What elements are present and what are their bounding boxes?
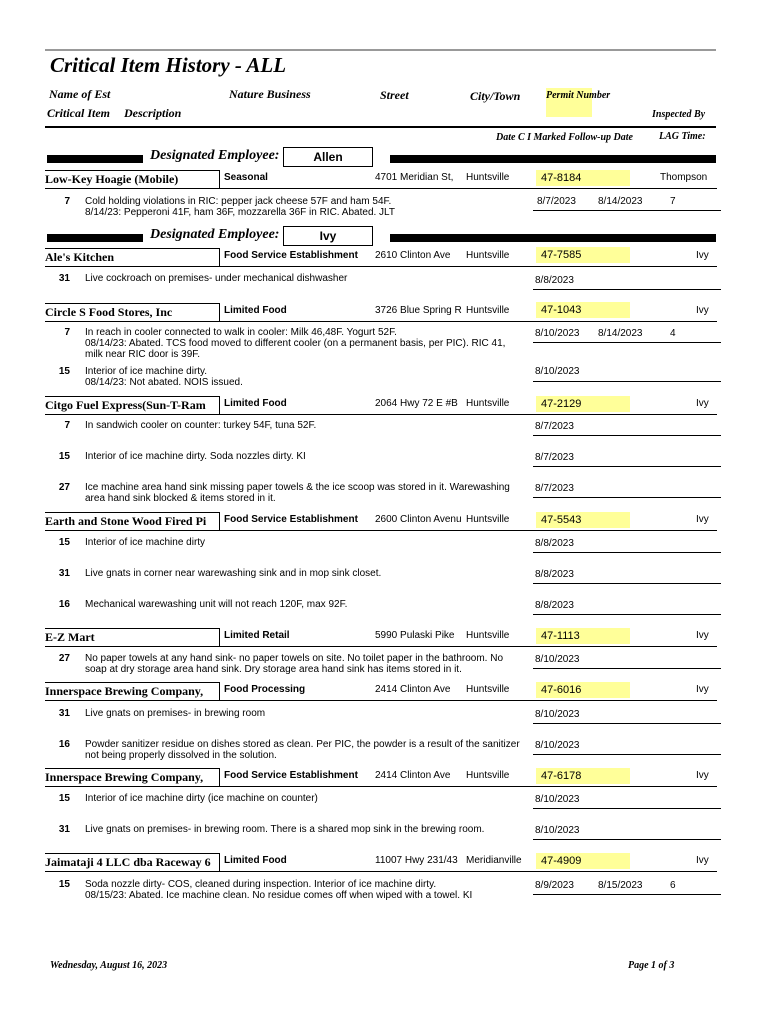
inspector: Ivy [696, 770, 709, 781]
footer-date: Wednesday, August 16, 2023 [50, 960, 168, 971]
nature-business: Food Processing [224, 684, 306, 695]
critical-item-number: 16 [58, 739, 70, 750]
critical-item-description: Interior of ice machine dirty [85, 537, 206, 548]
col-name-of-est: Name of Est [49, 87, 111, 101]
col-permit-number: Permit Number [546, 88, 592, 117]
city: Huntsville [466, 684, 510, 695]
establishment-name: Innerspace Brewing Company, [45, 682, 220, 701]
inspector: Ivy [696, 250, 709, 261]
date-marked: 8/10/2023 [535, 654, 580, 665]
col-inspected-by: Inspected By [652, 109, 706, 120]
permit-number: 47-1043 [536, 302, 630, 318]
row-rule [45, 700, 717, 701]
date-rule [533, 894, 721, 895]
employee-bar-right [390, 155, 716, 163]
footer-page-number: Page 1 of 3 [628, 960, 675, 971]
date-rule [533, 381, 721, 382]
row-rule [45, 871, 717, 872]
row-rule [45, 414, 717, 415]
critical-item-description: Ice machine area hand sink missing paper towels & the ice scoop was stored in it. Warewashing area hand sink blocked & items stored in it. [85, 482, 510, 504]
row-rule [45, 786, 717, 787]
permit-number: 47-1113 [536, 628, 630, 644]
street: 4701 Meridian St, [375, 172, 454, 183]
permit-number: 47-2129 [536, 396, 630, 412]
top-rule [45, 49, 716, 51]
critical-item-description: No paper towels at any hand sink- no paper towels on site. No toilet paper in the bathroom. No soap at dry storage area hand sink. Dry storage area hand sink has items stored in it. [85, 653, 504, 675]
city: Huntsville [466, 630, 510, 641]
lag-time: 4 [670, 328, 676, 339]
critical-item-description: Interior of ice machine dirty. 08/14/23: Not abated. NOIS issued. [85, 366, 243, 388]
followup-date: 8/14/2023 [598, 196, 643, 207]
critical-item-number: 15 [58, 537, 70, 548]
nature-business: Limited Food [224, 855, 287, 866]
inspector: Ivy [696, 305, 709, 316]
inspector: Ivy [696, 630, 709, 641]
establishment-name: Ale's Kitchen [45, 248, 220, 267]
date-marked: 8/10/2023 [535, 740, 580, 751]
inspector: Ivy [696, 398, 709, 409]
col-description: Description [124, 106, 182, 120]
street: 3726 Blue Spring R [375, 305, 462, 316]
permit-number: 47-6016 [536, 682, 630, 698]
permit-number: 47-5543 [536, 512, 630, 528]
lag-time: 6 [670, 880, 676, 891]
city: Huntsville [466, 172, 510, 183]
date-marked: 8/8/2023 [535, 538, 574, 549]
permit-number: 47-7585 [536, 247, 630, 263]
critical-item-number: 15 [58, 879, 70, 890]
critical-item-number: 7 [64, 327, 70, 338]
street: 2600 Clinton Avenu [375, 514, 462, 525]
critical-item-number: 27 [58, 482, 70, 493]
critical-item-description: Cold holding violations in RIC: pepper jack cheese 57F and ham 54F. 8/14/23: Pepperoni 41F, ham 36F, mozzarella 36F in RIC. Abated. JLT [85, 196, 395, 218]
col-street: Street [380, 88, 409, 102]
permit-number: 47-6178 [536, 768, 630, 784]
row-rule [45, 646, 717, 647]
critical-item-description: In reach in cooler connected to walk in cooler: Milk 46,48F. Yogurt 52F. 08/14/23: Abated. TCS food moved to different cooler (on a permanent basis, per PIC). RIC 41, milk near RIC door is 39F. [85, 327, 506, 360]
date-rule [533, 808, 721, 809]
critical-item-description: Soda nozzle dirty- COS, cleaned during inspection. Interior of ice machine dirty. 08/15/23: Abated. Ice machine clean. No residue comes off when wiped with a towel. KI [85, 879, 473, 901]
date-rule [533, 435, 721, 436]
followup-date: 8/14/2023 [598, 328, 643, 339]
col-critical-item: Critical Item [47, 106, 110, 120]
nature-business: Limited Food [224, 398, 287, 409]
date-marked: 8/7/2023 [535, 483, 574, 494]
date-marked: 8/8/2023 [535, 600, 574, 611]
city: Huntsville [466, 514, 510, 525]
city: Huntsville [466, 770, 510, 781]
inspector: Ivy [696, 855, 709, 866]
street: 11007 Hwy 231/43 [375, 855, 458, 866]
date-marked: 8/10/2023 [535, 825, 580, 836]
date-rule [533, 723, 721, 724]
date-rule [533, 614, 721, 615]
date-marked: 8/8/2023 [535, 569, 574, 580]
nature-business: Food Service Establishment [224, 514, 358, 525]
street: 5990 Pulaski Pike [375, 630, 455, 641]
page-title: Critical Item History - ALL [50, 53, 287, 77]
row-rule [45, 321, 717, 322]
date-rule [533, 754, 721, 755]
row-rule [45, 188, 717, 189]
street: 2064 Hwy 72 E #B [375, 398, 458, 409]
employee-name: Ivy [283, 226, 373, 246]
city: Huntsville [466, 250, 510, 261]
establishment-name: Innerspace Brewing Company, [45, 768, 220, 787]
header-rule [45, 126, 716, 128]
date-rule [533, 668, 721, 669]
establishment-name: Jaimataji 4 LLC dba Raceway 6 [45, 853, 220, 872]
city: Meridianville [466, 855, 522, 866]
permit-number: 47-8184 [536, 170, 630, 186]
critical-item-number: 27 [58, 653, 70, 664]
critical-item-description: Live gnats on premises- in brewing room. There is a shared mop sink in the brewing room. [85, 824, 485, 835]
col-nature-business: Nature Business [229, 87, 311, 101]
col-lag-time: LAG Time: [659, 131, 706, 142]
date-rule [533, 466, 721, 467]
critical-item-description: Powder sanitizer residue on dishes stored as clean. Per PIC, the powder is a result of the sanitizer not being properly dissolved in the solution. [85, 739, 520, 761]
critical-item-number: 31 [58, 708, 70, 719]
employee-bar-left [47, 234, 143, 242]
nature-business: Seasonal [224, 172, 268, 183]
establishment-name: Citgo Fuel Express(Sun-T-Ram [45, 396, 220, 415]
date-rule [533, 839, 721, 840]
inspector: Ivy [696, 684, 709, 695]
critical-item-number: 15 [58, 366, 70, 377]
date-rule [533, 210, 721, 211]
critical-item-description: Live cockroach on premises- under mechanical dishwasher [85, 273, 348, 284]
city: Huntsville [466, 305, 510, 316]
critical-item-number: 31 [58, 824, 70, 835]
date-marked: 8/10/2023 [535, 794, 580, 805]
employee-bar-right [390, 234, 716, 242]
nature-business: Limited Food [224, 305, 287, 316]
employee-name: Allen [283, 147, 373, 167]
inspector: Ivy [696, 514, 709, 525]
date-rule [533, 497, 721, 498]
date-marked: 8/10/2023 [535, 328, 580, 339]
date-marked: 8/7/2023 [535, 452, 574, 463]
critical-item-number: 7 [64, 420, 70, 431]
date-rule [533, 552, 721, 553]
date-marked: 8/7/2023 [537, 196, 576, 207]
establishment-name: Low-Key Hoagie (Mobile) [45, 170, 220, 189]
col-dates: Date C I Marked Follow-up Date [496, 132, 633, 143]
critical-item-description: Interior of ice machine dirty. Soda nozzles dirty. KI [85, 451, 306, 462]
critical-item-number: 7 [64, 196, 70, 207]
employee-label: Designated Employee: [150, 227, 280, 242]
critical-item-number: 31 [58, 273, 70, 284]
establishment-name: E-Z Mart [45, 628, 220, 647]
lag-time: 7 [670, 196, 676, 207]
establishment-name: Circle S Food Stores, Inc [45, 303, 220, 322]
inspector: Thompson [660, 172, 708, 183]
date-marked: 8/9/2023 [535, 880, 574, 891]
street: 2610 Clinton Ave [375, 250, 451, 261]
establishment-name: Earth and Stone Wood Fired Pi [45, 512, 220, 531]
date-marked: 8/10/2023 [535, 709, 580, 720]
critical-item-number: 15 [58, 793, 70, 804]
permit-number: 47-4909 [536, 853, 630, 869]
employee-label: Designated Employee: [150, 148, 280, 163]
col-city: City/Town [470, 89, 521, 103]
nature-business: Food Service Establishment [224, 770, 358, 781]
nature-business: Limited Retail [224, 630, 290, 641]
date-marked: 8/7/2023 [535, 421, 574, 432]
critical-item-number: 16 [58, 599, 70, 610]
city: Huntsville [466, 398, 510, 409]
critical-item-description: Interior of ice machine dirty (ice machine on counter) [85, 793, 318, 804]
street: 2414 Clinton Ave [375, 684, 451, 695]
row-rule [45, 530, 717, 531]
street: 2414 Clinton Ave [375, 770, 451, 781]
date-rule [533, 583, 721, 584]
critical-item-description: Live gnats on premises- in brewing room [85, 708, 266, 719]
critical-item-description: Live gnats in corner near warewashing sink and in mop sink closet. [85, 568, 382, 579]
date-marked: 8/10/2023 [535, 366, 580, 377]
date-marked: 8/8/2023 [535, 275, 574, 286]
date-rule [533, 342, 721, 343]
followup-date: 8/15/2023 [598, 880, 643, 891]
row-rule [45, 266, 717, 267]
employee-bar-left [47, 155, 143, 163]
nature-business: Food Service Establishment [224, 250, 358, 261]
critical-item-number: 15 [58, 451, 70, 462]
date-rule [533, 289, 721, 290]
critical-item-description: In sandwich cooler on counter: turkey 54F, tuna 52F. [85, 420, 317, 431]
critical-item-description: Mechanical warewashing unit will not reach 120F, max 92F. [85, 599, 348, 610]
critical-item-number: 31 [58, 568, 70, 579]
